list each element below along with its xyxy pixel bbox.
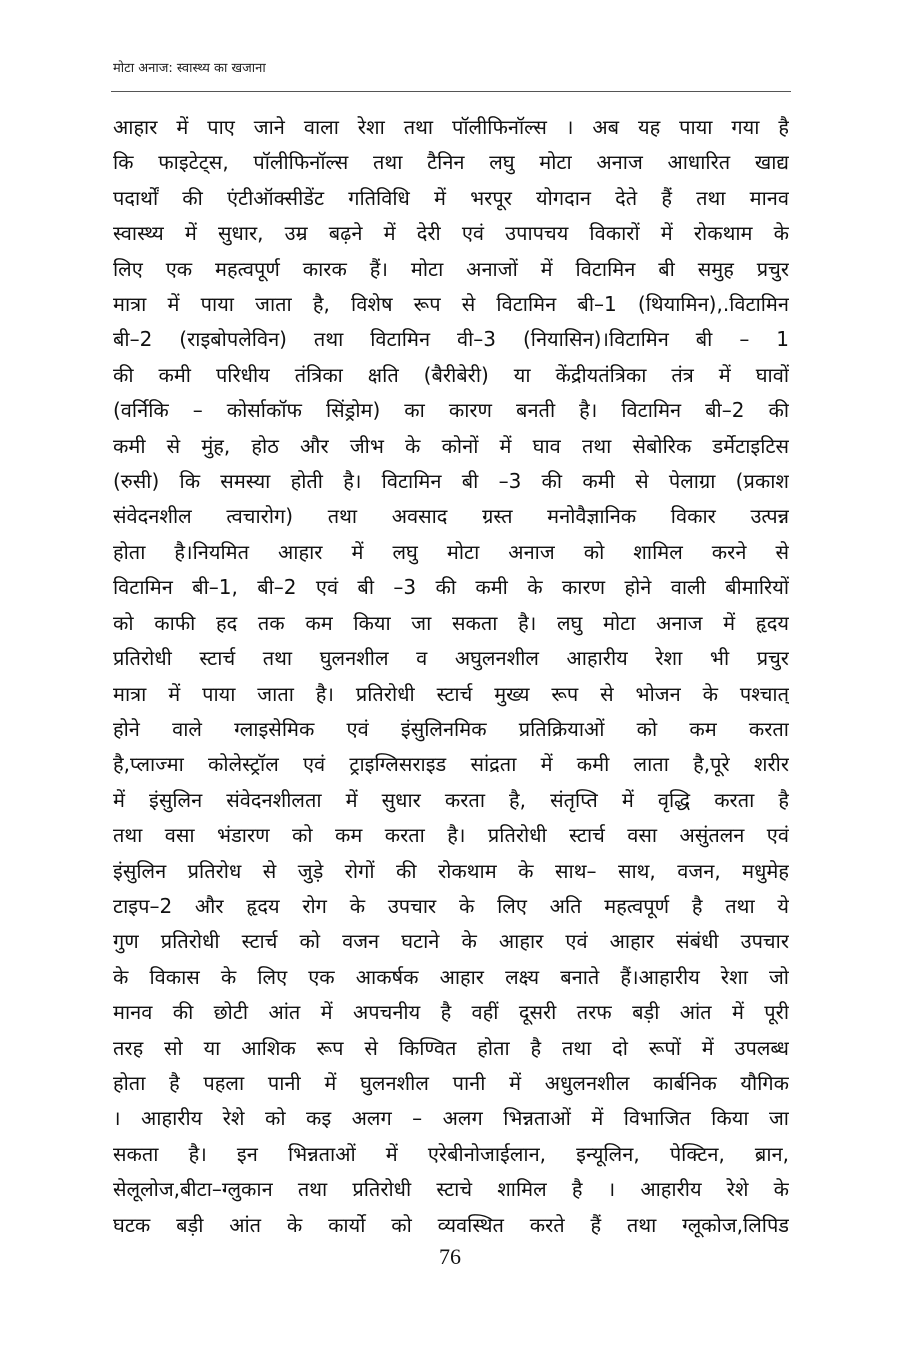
running-header: मोटा अनाज: स्वास्थ्य का खजाना [113,61,266,76]
text-line: प्रतिरोधी स्टार्च तथा घुलनशील व अघुलनशील आहारीय रेशा भी प्रचुर [113,646,789,671]
text-line: होता है पहला पानी में घुलनशील पानी में अधुलनशील कार्बनिक यौगिक [113,1070,789,1095]
text-line: को काफी हद तक कम किया जा सकता है। लघु मोटा अनाज में हृदय [113,610,789,635]
text-line: कमी से मुंह, होठ और जीभ के कोनों में घाव तथा सेबोरिक डर्मेटाइटिस [113,433,789,458]
text-line: है,प्लाज्मा कोलेस्ट्रॉल एवं ट्राइग्लिसराइड सांद्रता में कमी लाता है,पूरे शरीर [113,752,789,777]
text-line: मात्रा में पाया जाता है। प्रतिरोधी स्टार्च मुख्य रूप से भोजन के पश्चात् [113,681,789,706]
text-line: सेलूलोज,बीटा–ग्लुकान तथा प्रतिरोधी स्टाचे शामिल है । आहारीय रेशे के [113,1177,789,1202]
text-line: तथा वसा भंडारण को कम करता है। प्रतिरोधी स्टार्च वसा असुंतलन एवं [113,823,789,848]
page-number: 76 [439,1244,461,1269]
text-line: स्वास्थ्य में सुधार, उम्र बढ़ने में देरी एवं उपापचय विकारों में रोकथाम के [113,221,789,246]
text-line: विटामिन बी–1, बी–2 एवं बी –3 की कमी के कारण होने वाली बीमारियों [113,575,789,600]
text-line: लिए एक महत्वपूर्ण कारक हैं। मोटा अनाजों में विटामिन बी समुह प्रचुर [113,256,789,281]
text-line: सकता है। इन भिन्नताओं में एरेबीनोजाईलान, इन्यूलिन, पेक्टिन, ब्रान, [113,1141,789,1166]
text-line: की कमी परिधीय तंत्रिका क्षति (बैरीबेरी) या केंद्रीयतंत्रिका तंत्र में घावों [113,362,789,387]
text-line: गुण प्रतिरोधी स्टार्च को वजन घटाने के आहार एवं आहार संबंधी उपचार [113,929,789,954]
text-line: (वर्निकि – कोर्साकॉफ सिंड्रोम) का कारण बनती है। विटामिन बी–2 की [113,398,789,423]
text-line: तरह सो या आशिक रूप से किण्वित होता है तथा दो रूपों में उपलब्ध [113,1035,789,1060]
text-line: मानव की छोटी आंत में अपचनीय है वहीं दूसरी तरफ बड़ी आंत में पूरी [113,1000,789,1025]
text-line: में इंसुलिन संवेदनशीलता में सुधार करता है, संतृप्ति में वृद्धि करता है [113,787,789,812]
text-line: इंसुलिन प्रतिरोध से जुड़े रोगों की रोकथाम के साथ– साथ, वजन, मधुमेह [113,858,789,883]
text-line: के विकास के लिए एक आकर्षक आहार लक्ष्य बनाते हैं।आहारीय रेशा जो [113,964,789,989]
text-line: टाइप–2 और हृदय रोग के उपचार के लिए अति महत्वपूर्ण है तथा ये [113,893,789,918]
text-line: संवेदनशील त्वचारोग) तथा अवसाद ग्रस्त मनोवैज्ञानिक विकार उत्पन्न [113,504,789,529]
text-line: (रुसी) कि समस्या होती है। विटामिन बी –3 की कमी से पेलाग्रा (प्रकाश [113,469,789,494]
text-line: होने वाले ग्लाइसेमिक एवं इंसुलिनमिक प्रतिक्रियाओं को कम करता [113,716,789,741]
text-line: पदार्थों की एंटीऑक्सीडेंट गतिविधि में भरपूर योगदान देते हैं तथा मानव [113,185,789,210]
header-divider [111,91,791,92]
text-line: घटक बड़ी आंत के कार्यो को व्यवस्थित करते हैं तथा ग्लूकोज,लिपिड [113,1212,789,1237]
text-line: बी–2 (राइबोपलेविन) तथा विटामिन वी–3 (नियासिन)।विटामिन बी – 1 [113,327,789,352]
text-line: । आहारीय रेशे को कइ अलग – अलग भिन्नताओं में विभाजित किया जा [113,1106,789,1131]
text-line: मात्रा में पाया जाता है, विशेष रूप से विटामिन बी–1 (थियामिन),.विटामिन [113,292,789,317]
text-line: कि फाइटेट्स, पॉलीफिनॉल्स तथा टैनिन लघु मोटा अनाज आधारित खाद्य [113,150,789,175]
text-line: होता है।नियमित आहार में लघु मोटा अनाज को शामिल करने से [113,539,789,564]
body-paragraph [113,110,789,1243]
text-line: आहार में पाए जाने वाला रेशा तथा पॉलीफिनॉल्स । अब यह पाया गया है [113,115,789,139]
